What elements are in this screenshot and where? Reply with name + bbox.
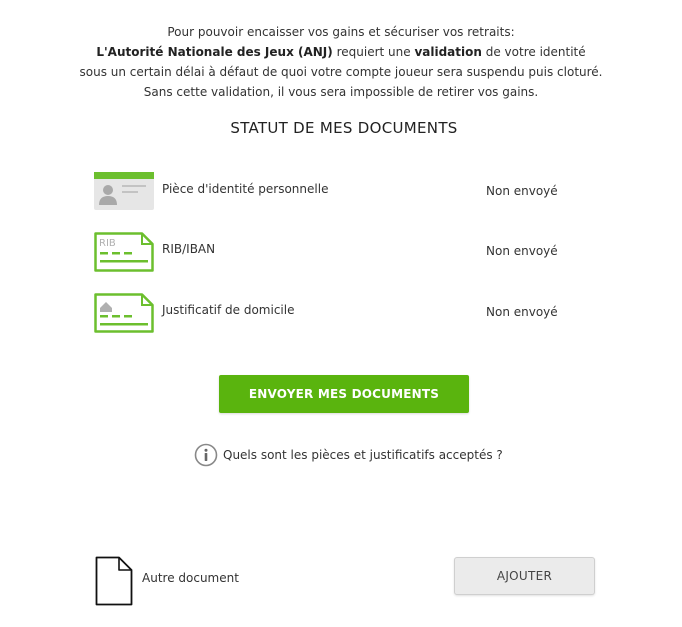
other-document-label: Autre document <box>142 571 239 585</box>
anj-name: L'Autorité Nationale des Jeux (ANJ) <box>96 45 333 59</box>
document-label: Pièce d'identité personnelle <box>162 182 329 196</box>
document-row-id <box>94 172 614 216</box>
intro-line-2 <box>0 42 682 62</box>
blank-document-icon <box>95 556 133 606</box>
house-document-icon <box>94 293 154 333</box>
document-status: Non envoyé <box>486 184 558 198</box>
rib-document-icon <box>94 232 154 272</box>
document-label: Justificatif de domicile <box>162 303 295 317</box>
section-title: STATUT DE MES DOCUMENTS <box>230 119 458 137</box>
document-row-address <box>94 293 614 337</box>
accepted-documents-label[interactable]: Quels sont les pièces et justificatifs acceptés ? <box>223 448 503 462</box>
intro-line-3: sous un certain délai à défaut de quoi votre compte joueur sera suspendu puis cloturé. <box>79 65 603 79</box>
info-icon <box>194 443 218 467</box>
send-documents-button[interactable]: ENVOYER MES DOCUMENTS <box>219 375 469 413</box>
intro-text <box>0 22 682 102</box>
intro-line-4: Sans cette validation, il vous sera impossible de retirer vos gains. <box>143 85 539 99</box>
intro-line-2-mid: requiert une <box>332 45 415 59</box>
intro-line-1: Pour pouvoir encaisser vos gains et sécuriser vos retraits: <box>167 25 515 39</box>
accepted-documents-link[interactable] <box>194 443 503 467</box>
id-card-icon <box>94 172 154 212</box>
document-row-rib <box>94 232 614 276</box>
document-status: Non envoyé <box>486 305 558 319</box>
document-status: Non envoyé <box>486 244 558 258</box>
add-document-button[interactable]: AJOUTER <box>454 557 595 595</box>
intro-line-2-end: de votre identité <box>481 45 586 59</box>
rib-icon-text: RIB <box>99 238 116 249</box>
validation-word: validation <box>414 45 482 59</box>
document-label: RIB/IBAN <box>162 242 216 256</box>
